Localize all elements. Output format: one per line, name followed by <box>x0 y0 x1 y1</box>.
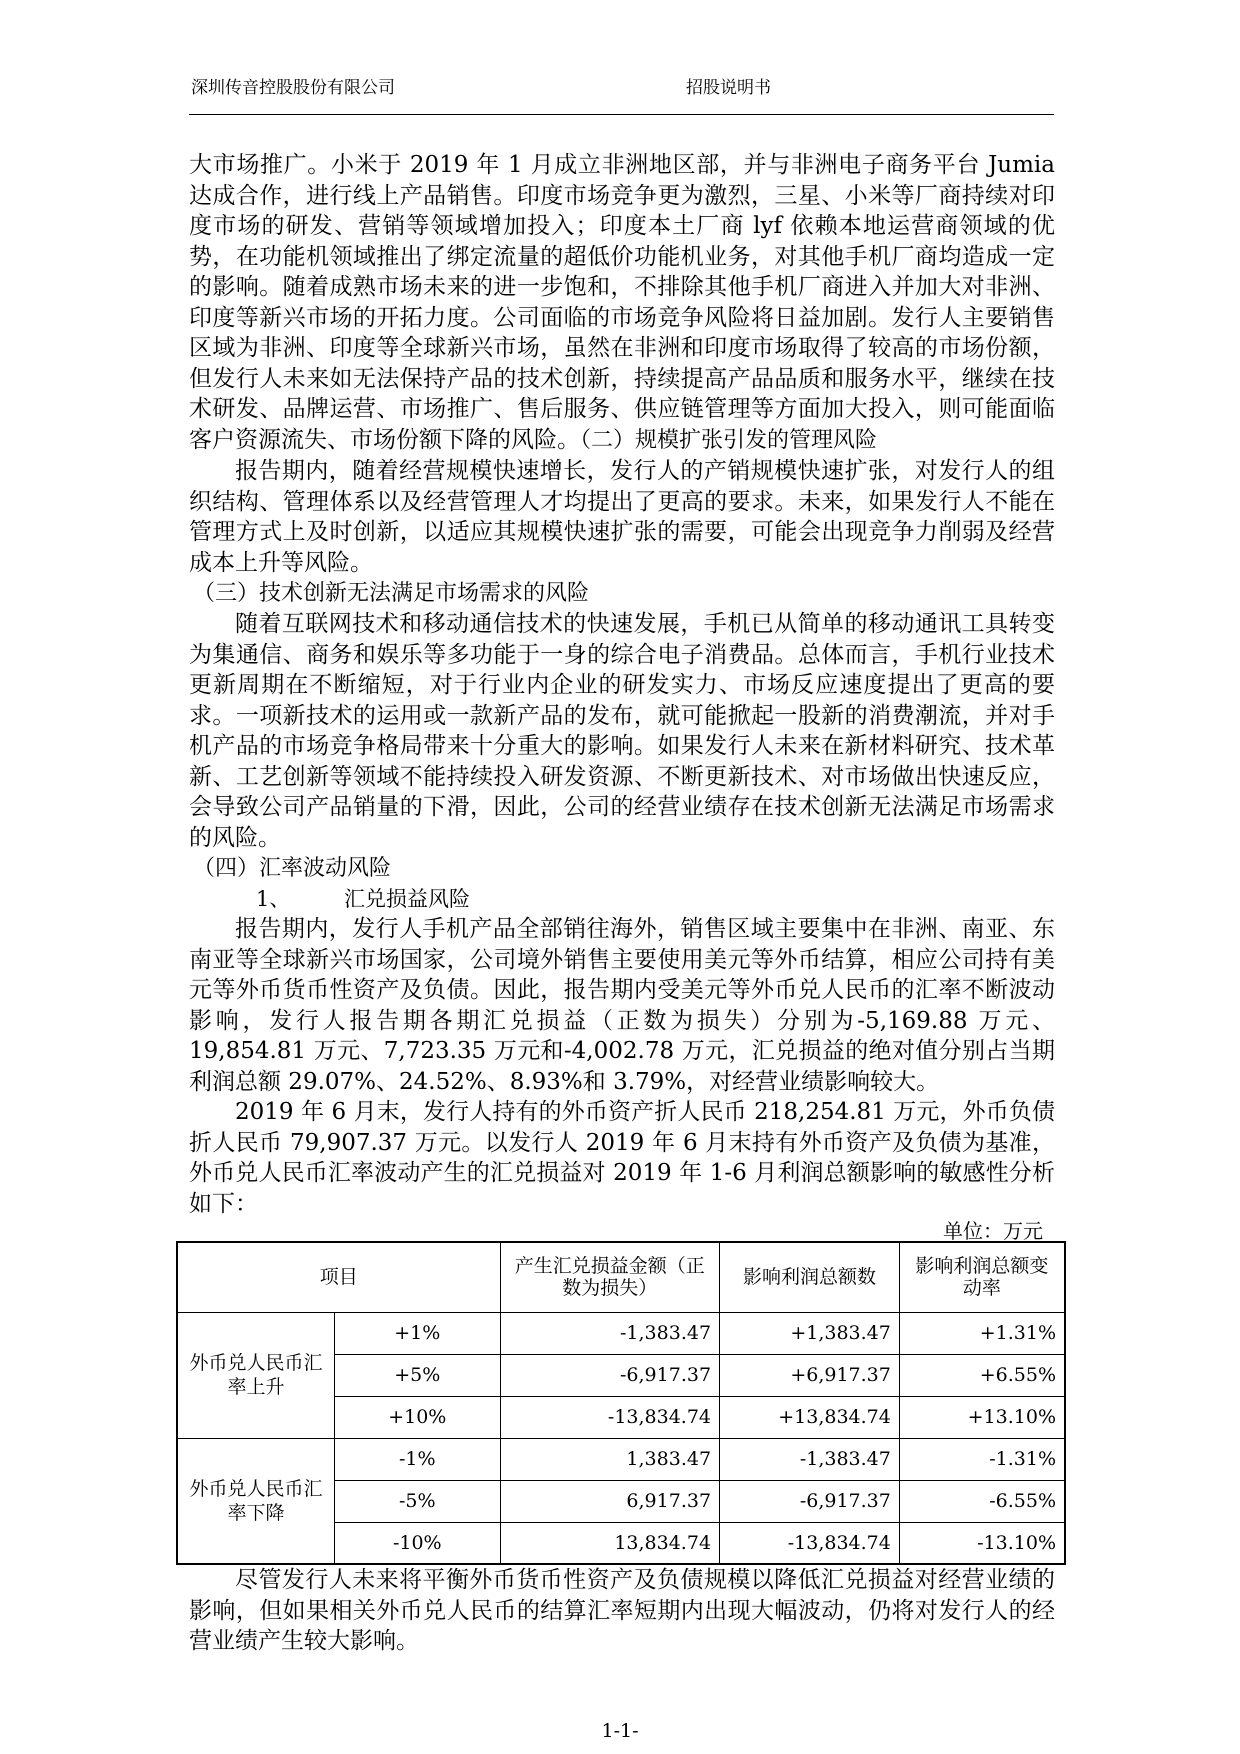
paragraph-sensitivity-intro: 2019 年 6 月末，发行人持有的外币资产折人民币 218,254.81 万元，外币负债折人民币 79,907.37 万元。以发行人 2019 年 6 月末持有外币资产及负债为基准，外币兑人民币汇率波动产生的汇兑损益对 2019 年 1-6 月利润总额影响的敏感性分析如下： <box>189 1099 1055 1217</box>
cell-fx-gain: -13,834.74 <box>500 1396 719 1438</box>
header-profit-effect: 影响利润总额数 <box>720 1242 900 1312</box>
page-number: 1-1- <box>601 1720 639 1742</box>
heading-tech-innovation-risk: （三）技术创新无法满足市场需求的风险 <box>193 581 590 606</box>
cell-rate: -6.55% <box>899 1480 1065 1522</box>
header-profit-change-rate: 影响利润总额变动率 <box>899 1242 1065 1312</box>
cell-profit-effect: -13,834.74 <box>720 1522 900 1564</box>
paragraph-fx-gain-loss: 报告期内，发行人手机产品全部销往海外，销售区域主要集中在非洲、南亚、东南亚等全球新兴市场国家，公司境外销售主要使用美元等外币结算，相应公司持有美元等外币货币性资产及负债。因此，报告期内受美元等外币兑人民币的汇率不断波动影响，发行人报告期各期汇兑损益（正数为损失）分别为-5,169.88 万元、19,854.81 万元、7,723.35 万元和-4,002.78 万元，汇兑损益的绝对值分别占当期利润总额 29.07%、24.52%、8.93%和 3.79%，对经营业绩影响较大。 <box>189 916 1055 1095</box>
heading-management-risk: （二）规模扩张引发的管理风险 <box>580 427 878 453</box>
group-label-rise: 外币兑人民币汇率上升 <box>177 1312 334 1438</box>
cell-rate: -1.31% <box>899 1438 1065 1480</box>
subheading-title: 汇兑损益风险 <box>344 887 470 911</box>
closing-text <box>189 1565 1055 1657</box>
cell-fx-gain: -1,383.47 <box>500 1312 719 1354</box>
cell-change: -1% <box>334 1438 500 1480</box>
cell-rate: -13.10% <box>899 1522 1065 1564</box>
table-row <box>177 1438 1065 1480</box>
cell-fx-gain: 1,383.47 <box>500 1438 719 1480</box>
fx-sensitivity-table <box>176 1241 1066 1565</box>
cell-change: +10% <box>334 1396 500 1438</box>
header-item: 项目 <box>177 1242 500 1312</box>
paragraph-management-risk: 报告期内，随着经营规模快速增长，发行人的产销规模快速扩张，对发行人的组织结构、管理体系以及经营管理人才均提出了更高的要求。未来，如果发行人不能在管理方式上及时创新，以适应其规模快速扩张的需要，可能会出现竞争力削弱及经营成本上升等风险。 <box>189 458 1055 576</box>
paragraph-tech-innovation-risk: 随着互联网技术和移动通信技术的快速发展，手机已从简单的移动通讯工具转变为集通信、商务和娱乐等多功能于一身的综合电子消费品。总体而言，手机行业技术更新周期在不断缩短，对于行业内企业的研发实力、市场反应速度提出了更高的要求。一项新技术的运用或一款新产品的发布，就可能掀起一股新的消费潮流，并对手机产品的市场竞争格局带来十分重大的影响。如果发行人未来在新材料研究、技术革新、工艺创新等领域不能持续投入研发资源、不断更新技术、对市场做出快速反应，会导致公司产品销量的下滑，因此，公司的经营业绩存在技术创新无法满足市场需求的风险。 <box>189 611 1055 851</box>
header-fx-gain: 产生汇兑损益金额（正数为损失） <box>500 1242 719 1312</box>
cell-profit-effect: -1,383.47 <box>720 1438 900 1480</box>
header-divider <box>189 114 1054 115</box>
cell-profit-effect: +1,383.47 <box>720 1312 900 1354</box>
cell-profit-effect: +13,834.74 <box>720 1396 900 1438</box>
paragraph-market-competition <box>189 150 1055 456</box>
cell-rate: +13.10% <box>899 1396 1065 1438</box>
table-header-row <box>177 1242 1065 1312</box>
cell-rate: +6.55% <box>899 1354 1065 1396</box>
paragraph-market-competition-text: 大市场推广。小米于 2019 年 1 月成立非洲地区部，并与非洲电子商务平台 Jumia 达成合作，进行线上产品销售。印度市场竞争更为激烈，三星、小米等厂商持续对印度市场的研发、营销等领域增加投入；印度本土厂商 lyf 依赖本地运营商领域的优势，在功能机领域推出了绑定流量的超低价功能机业务，对其他手机厂商均造成一定的影响。随着成熟市场未来的进一步饱和，不排除其他手机厂商进入并加大对非洲、印度等新兴市场的开拓力度。公司面临的市场竞争风险将日益加剧。发行人主要销售区域为非洲、印度等全球新兴市场，虽然在非洲和印度市场取得了较高的市场份额，但发行人未来如无法保持产品的技术创新，持续提高产品品质和服务水平，继续在技术研发、品牌运营、市场推广、售后服务、供应链管理等方面加大投入，则可能面临客户资源流失、市场份额下降的风险。 <box>189 152 1055 453</box>
paragraph-closing: 尽管发行人未来将平衡外币货币性资产及负债规模以降低汇兑损益对经营业绩的影响，但如果相关外币兑人民币的结算汇率短期内出现大幅波动，仍将对发行人的经营业绩产生较大影响。 <box>189 1567 1055 1654</box>
cell-change: -10% <box>334 1522 500 1564</box>
subheading-number: 1、 <box>256 887 291 911</box>
cell-profit-effect: -6,917.37 <box>720 1480 900 1522</box>
cell-change: +1% <box>334 1312 500 1354</box>
heading-fx-risk: （四）汇率波动风险 <box>193 856 392 881</box>
cell-fx-gain: -6,917.37 <box>500 1354 719 1396</box>
header-company: 深圳传音控股股份有限公司 <box>191 78 395 98</box>
cell-profit-effect: +6,917.37 <box>720 1354 900 1396</box>
group-label-fall: 外币兑人民币汇率下降 <box>177 1438 334 1564</box>
header-doc-type: 招股说明书 <box>686 78 771 98</box>
table-row <box>177 1312 1065 1354</box>
cell-rate: +1.31% <box>899 1312 1065 1354</box>
cell-fx-gain: 13,834.74 <box>500 1522 719 1564</box>
cell-change: -5% <box>334 1480 500 1522</box>
cell-change: +5% <box>334 1354 500 1396</box>
table-unit-label: 单位：万元 <box>943 1219 1043 1243</box>
subheading-fx-gain-loss <box>256 884 1055 914</box>
cell-fx-gain: 6,917.37 <box>500 1480 719 1522</box>
body-text <box>189 150 1055 1243</box>
